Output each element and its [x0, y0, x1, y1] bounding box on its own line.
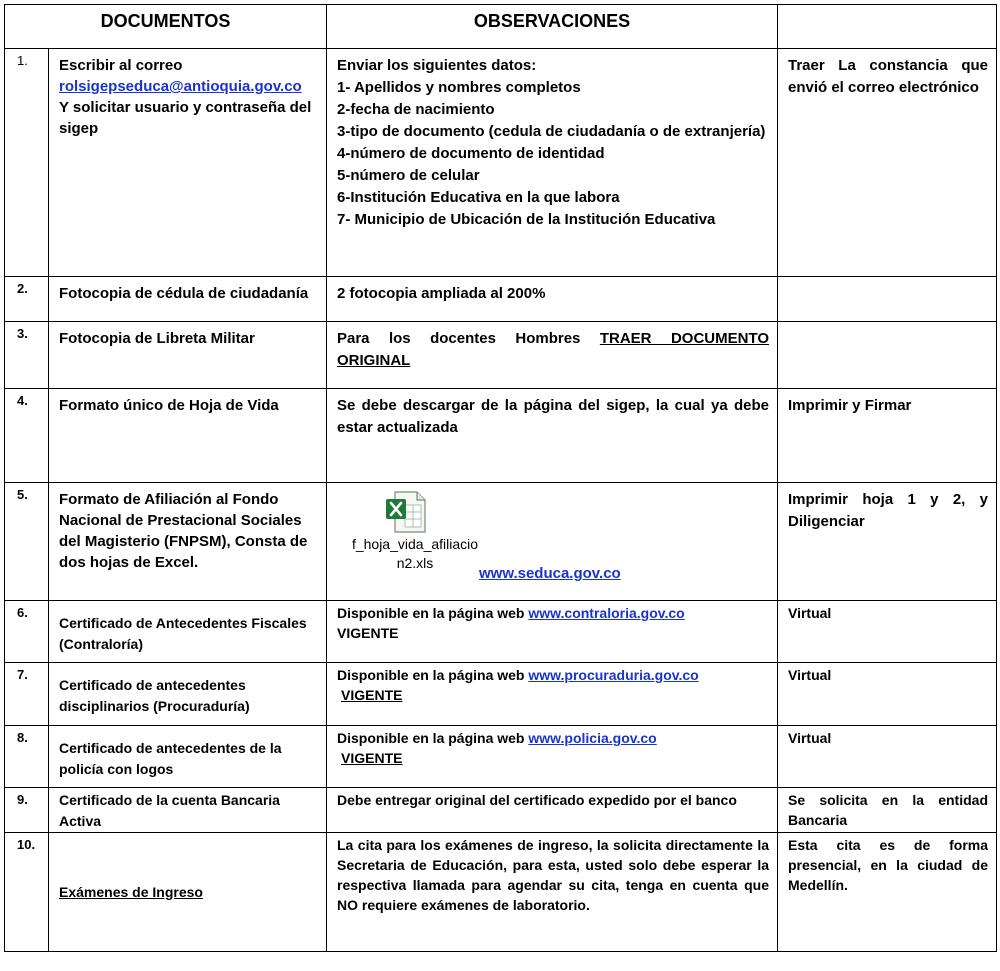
document-cell [49, 49, 327, 277]
row-number: 8. [5, 726, 49, 788]
row-number: 4. [5, 389, 49, 483]
table-row [5, 601, 997, 663]
document-cell: Certificado de antecedentes de la policía con logos [49, 726, 327, 788]
row-number: 6. [5, 601, 49, 663]
table-row [5, 483, 997, 601]
file-name-line: n2.xls [396, 555, 434, 571]
row-number: 2. [5, 277, 49, 322]
extra-cell: Se solicita en la entidad Bancaria [778, 788, 997, 833]
policia-link[interactable]: www.policia.gov.co [528, 730, 657, 746]
procuraduria-link[interactable]: www.procuraduria.gov.co [528, 667, 699, 683]
vigente-label: VIGENTE [341, 750, 403, 766]
header-observations: OBSERVACIONES [327, 5, 778, 49]
row-number: 3. [5, 322, 49, 389]
observation-line: 4-número de documento de identidad [337, 145, 605, 162]
row-number: 5. [5, 483, 49, 601]
document-cell: Certificado de Antecedentes Fiscales (Contraloría) [49, 601, 327, 663]
vigente-label: VIGENTE [341, 687, 403, 703]
documents-table [4, 4, 997, 952]
table-row [5, 726, 997, 788]
document-text: Escribir al correo [59, 57, 183, 74]
excel-file-icon[interactable] [383, 491, 429, 533]
contraloria-link[interactable]: www.contraloria.gov.co [528, 605, 685, 621]
excel-file-name[interactable] [345, 535, 485, 573]
observation-line: 6-Institución Educativa en la que labora [337, 189, 620, 206]
document-cell: Fotocopia de cédula de ciudadanía [49, 277, 327, 322]
observation-text: Disponible en la página web [337, 667, 525, 683]
table-row [5, 663, 997, 726]
observation-cell [327, 483, 778, 601]
extra-cell: Virtual [778, 663, 997, 726]
seduca-link[interactable]: www.seduca.gov.co [479, 565, 621, 582]
extra-cell: Virtual [778, 601, 997, 663]
table-row [5, 389, 997, 483]
extra-cell: Imprimir hoja 1 y 2, y Diligenciar [778, 483, 997, 601]
extra-cell: Esta cita es de forma presencial, en la ciudad de Medellín. [778, 833, 997, 952]
row-number: 7. [5, 663, 49, 726]
row-number: 1. [5, 49, 49, 277]
observation-cell [327, 726, 778, 788]
vigente-label: VIGENTE [337, 625, 399, 641]
header-extra [778, 5, 997, 49]
table-row [5, 833, 997, 952]
extra-cell [778, 277, 997, 322]
observation-line: Enviar los siguientes datos: [337, 57, 537, 74]
observation-line: 7- Municipio de Ubicación de la Institución Educativa [337, 211, 716, 228]
observation-line: 1- Apellidos y nombres completos [337, 79, 581, 96]
document-cell: Formato de Afiliación al Fondo Nacional de Prestacional Sociales del Magisterio (FNPSM), Consta de dos hojas de Excel. [49, 483, 327, 601]
document-cell: Certificado de la cuenta Bancaria Activa [49, 788, 327, 833]
table-row [5, 49, 997, 277]
header-documents: DOCUMENTOS [5, 5, 327, 49]
observation-text: Disponible en la página web [337, 730, 525, 746]
observation-cell: 2 fotocopia ampliada al 200% [327, 277, 778, 322]
observation-line: 3-tipo de documento (cedula de ciudadanía o de extranjería) [337, 123, 766, 140]
observation-cell [327, 601, 778, 663]
observation-text: Disponible en la página web [337, 605, 525, 621]
observation-cell [327, 49, 778, 277]
observation-cell [327, 663, 778, 726]
observation-underlined: TRAER DOCUMENTO ORIGINAL [337, 330, 770, 369]
table-row [5, 277, 997, 322]
email-link[interactable]: rolsigepseduca@antioquia.gov.co [59, 78, 302, 95]
attachment-area [337, 489, 769, 589]
document-cell: Exámenes de Ingreso [49, 833, 327, 952]
observation-cell: Debe entregar original del certificado expedido por el banco [327, 788, 778, 833]
observation-cell: La cita para los exámenes de ingreso, la solicita directamente la Secretaria de Educación, para esta, usted solo debe esperar la respectiva llamada para agendar su cita, tenga en cuenta que NO requiere exámenes de laboratorio. [327, 833, 778, 952]
file-name-line: f_hoja_vida_afiliacio [351, 536, 479, 552]
table-row [5, 788, 997, 833]
document-cell: Fotocopia de Libreta Militar [49, 322, 327, 389]
row-number: 9. [5, 788, 49, 833]
header-row [5, 5, 997, 49]
document-cell: Formato único de Hoja de Vida [49, 389, 327, 483]
observation-cell [327, 322, 778, 389]
table-row [5, 322, 997, 389]
observation-line: 2-fecha de nacimiento [337, 101, 495, 118]
document-cell: Certificado de antecedentes disciplinarios (Procuraduría) [49, 663, 327, 726]
extra-cell [778, 322, 997, 389]
extra-cell: Virtual [778, 726, 997, 788]
extra-cell: Imprimir y Firmar [778, 389, 997, 483]
extra-cell: Traer La constancia que envió el correo electrónico [778, 49, 997, 277]
row-number: 10. [5, 833, 49, 952]
observation-cell: Se debe descargar de la página del sigep, la cual ya debe estar actualizada [327, 389, 778, 483]
observation-text: Para los docentes Hombres [337, 330, 581, 347]
document-text: Y solicitar usuario y contraseña del sigep [59, 99, 312, 137]
observation-line: 5-número de celular [337, 167, 480, 184]
